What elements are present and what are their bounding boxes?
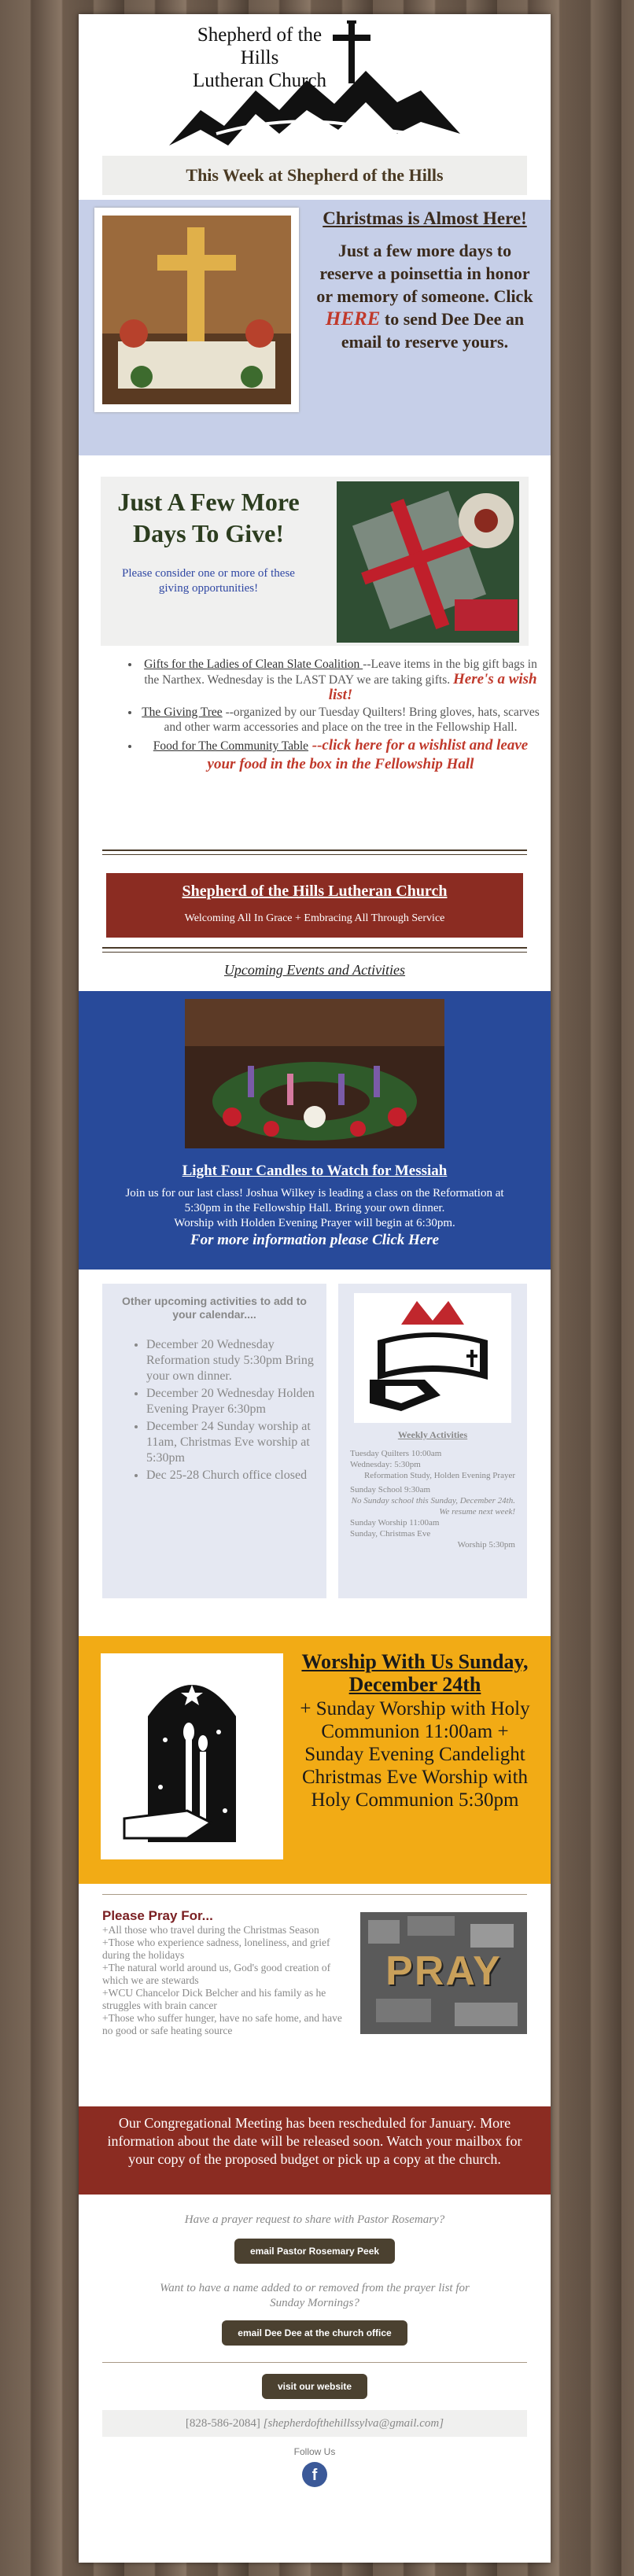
weekly-line: Worship 5:30pm: [457, 1540, 515, 1550]
worship-text: [295, 1650, 535, 1811]
advent-wreath-photo: [185, 999, 444, 1148]
newsletter: [79, 14, 551, 2563]
pray-section: [79, 1908, 551, 2097]
pray-text: [102, 1908, 346, 2037]
phone-number: [828-586-2084]: [185, 2417, 260, 2430]
giving-item-2: [140, 705, 541, 735]
christmas-section: [79, 200, 551, 455]
candles-section: [79, 991, 551, 1199]
giving-list: [79, 657, 551, 846]
name-list-question: Want to have a name added to or removed from the prayer list for Sunday Mornings?: [160, 2282, 470, 2309]
candles-body-2: Worship with Holden Evening Prayer will begin at 6:30pm.: [174, 1217, 455, 1229]
email-dee-dee-button[interactable]: email Dee Dee at the church office: [222, 2320, 407, 2346]
candles-text: [110, 1162, 519, 1181]
worship-section: [79, 1636, 551, 1884]
bible-hands-icon: [354, 1293, 511, 1423]
wish-list-link[interactable]: Here's a wish list!: [328, 671, 537, 703]
divider: [102, 849, 527, 851]
weekly-line: Sunday, Christmas Eve: [350, 1529, 431, 1539]
worship-title: Worship With Us Sunday, December 24th: [301, 1650, 529, 1696]
christmas-title: Christmas is Almost Here!: [323, 208, 527, 228]
calendar-item: • Dec 25-28 Church office closed: [146, 1468, 323, 1483]
church-logo: [169, 16, 460, 149]
giving-item-1: [140, 657, 541, 703]
giving-items: [126, 657, 541, 774]
weekly-line: No Sunday school this Sunday, December 24th. We resume next week!: [351, 1496, 515, 1516]
website-btn-row: [79, 2374, 551, 2399]
visit-website-button[interactable]: visit our website: [262, 2374, 367, 2399]
candles-body-1: Join us for our last class! Joshua Wilkey is leading a class on the Reformation at 5:30pm in the Fellowship Hall. Bring your own dinner.: [125, 1187, 504, 1214]
weekly-line: Tuesday Quilters 10:00am: [350, 1449, 442, 1458]
email-pastor-button[interactable]: email Pastor Rosemary Peek: [234, 2239, 395, 2264]
contact-info-bar: [102, 2410, 527, 2437]
contact-section: [79, 2209, 551, 2555]
giving-tree-text: --organized by our Tuesday Quilters! Bring gloves, hats, scarves and other warm accessories and place on the tree in the Fellowship Hall.: [164, 706, 540, 734]
pray-heading: Please Pray For...: [102, 1908, 213, 1923]
calendar-item: • December 20 Wednesday Holden Evening Prayer 6:30pm: [146, 1386, 323, 1417]
church-name-line2: Lutheran Church: [192, 70, 327, 91]
pray-item: +The natural world around us, God's good creation of which we are stewards: [102, 1962, 331, 1986]
weekly-line: Sunday Worship 11:00am: [350, 1518, 440, 1528]
church-name-line1: Shepherd of the Hills: [197, 24, 323, 68]
weekly-line: Wednesday: 5:30pm: [350, 1460, 421, 1469]
giving-title: Just A Few More Days To Give!: [117, 488, 300, 547]
giving-section: [79, 477, 551, 646]
clean-slate-text: --Leave items in the big gift bags in the Narthex. Wednesday is the LAST DAY we are taking gifts.: [144, 658, 537, 687]
giving-tree-link[interactable]: The Giving Tree: [142, 706, 223, 719]
divider: [102, 1894, 527, 1895]
christmas-body: [311, 239, 539, 353]
candles-body: [79, 1187, 551, 1270]
follow-us-label: Follow Us: [293, 2446, 336, 2457]
community-table-wishlist-link[interactable]: --click here for a wishlist and leave your food in the box in the Fellowship Hall: [207, 737, 529, 772]
church-banner-tagline: Welcoming All In Grace + Embracing All Through Service: [184, 912, 445, 924]
calendar-item: • December 24 Sunday worship at 11am, Christmas Eve worship at 5:30pm: [146, 1419, 323, 1466]
divider: [102, 952, 527, 953]
weekly-line: Reformation Study, Holden Evening Prayer: [363, 1471, 515, 1480]
calendar-list: [132, 1337, 323, 1483]
community-table-link[interactable]: Food for The Community Table: [153, 739, 309, 753]
clean-slate-link[interactable]: Gifts for the Ladies of Clean Slate Coalition: [144, 658, 363, 671]
candle-window-icon: [101, 1653, 283, 1859]
events-heading: Upcoming Events and Activities: [223, 962, 406, 978]
logo-header: [79, 14, 551, 152]
pray-item: +Those who experience sadness, loneliness, and grief during the holidays: [102, 1937, 330, 1961]
pray-image: [360, 1912, 527, 2034]
weekly-heading: Weekly Activities: [397, 1429, 468, 1440]
prayer-request-question: Have a prayer request to share with Pastor Rosemary?: [184, 2213, 445, 2226]
calendar-heading: Other upcoming activities to add to your calendar....: [122, 1295, 307, 1321]
calendar-section: [79, 1284, 551, 1602]
this-week-bar: [79, 156, 551, 195]
candles-body-text: [110, 1186, 519, 1247]
prayer-btn-row: [79, 2239, 551, 2264]
facebook-icon[interactable]: f: [302, 2462, 327, 2487]
christmas-here-link[interactable]: HERE: [325, 308, 381, 330]
divider: [102, 2362, 527, 2363]
christmas-body-2: to send Dee Dee an email to reserve yours.: [341, 309, 525, 352]
divider: [102, 947, 527, 949]
pray-item: +Those who suffer hunger, have no safe home, and have no good or safe heating source: [102, 2012, 342, 2036]
divider: [102, 854, 527, 855]
events-heading-row: [79, 962, 551, 986]
candles-title[interactable]: Light Four Candles to Watch for Messiah: [182, 1163, 448, 1179]
email-address-link[interactable]: [shepherdofthehillssylva@gmail.com]: [263, 2417, 444, 2430]
dee-dee-btn-row: [79, 2320, 551, 2346]
church-banner-title[interactable]: Shepherd of the Hills Lutheran Church: [182, 883, 448, 900]
meeting-section: [79, 2106, 551, 2195]
calendar-item: • December 20 Wednesday Reformation study 5:30pm Bring your own dinner.: [146, 1337, 323, 1384]
candles-cta-link[interactable]: For more information please Click Here: [190, 1232, 440, 1248]
calendar-panel: [102, 1284, 326, 1598]
giving-text: [114, 486, 303, 596]
church-banner: [79, 873, 551, 950]
this-week-title: This Week at Shepherd of the Hills: [186, 165, 444, 185]
pray-word: PRAY: [385, 1948, 502, 1994]
altar-photo: [94, 208, 299, 412]
worship-body: + Sunday Worship with Holy Communion 11:00am + Sunday Evening Candelight Christmas Eve Worship with Holy Communion 5:30pm: [300, 1698, 530, 1811]
pray-item: +WCU Chancelor Dick Belcher and his family as he struggles with brain cancer: [102, 1987, 326, 2011]
giving-subtitle: Please consider one or more of these giving opportunities!: [122, 567, 295, 595]
gifts-photo: [337, 481, 519, 643]
pray-item: +All those who travel during the Christmas Season: [102, 1924, 319, 1936]
weekly-panel: [338, 1284, 527, 1598]
weekly-line: Sunday School 9:30am: [350, 1485, 431, 1494]
weekly-text: [350, 1429, 515, 1550]
meeting-text: Our Congregational Meeting has been rescheduled for January. More information about the date will be released soon. Watch your mailbox for your copy of the proposed budget or pick up a copy at the church.: [107, 2115, 522, 2167]
giving-item-3: [140, 736, 541, 774]
christmas-text: [311, 208, 539, 353]
christmas-body-1: Just a few more days to reserve a poinsettia in honor or memory of someone. Click: [316, 241, 533, 306]
